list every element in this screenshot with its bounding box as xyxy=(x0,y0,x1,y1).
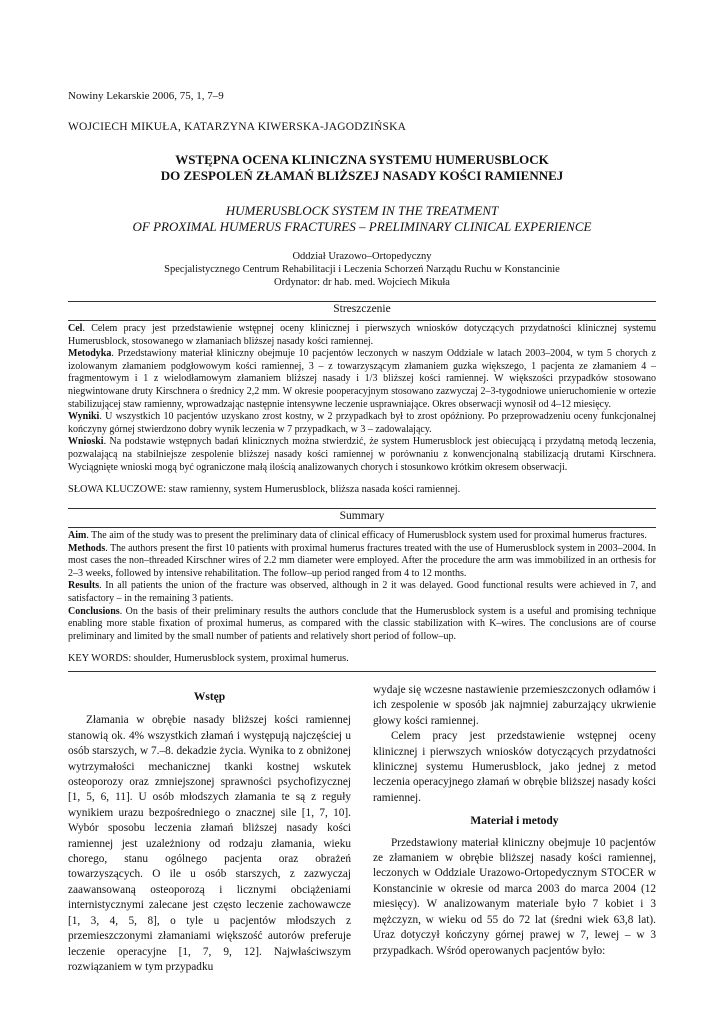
divider xyxy=(68,301,656,302)
section-label: Wnioski xyxy=(68,436,104,448)
abstract-section xyxy=(68,530,656,543)
affiliation-line: Ordynator: dr hab. med. Wojciech Mikuła xyxy=(274,277,450,288)
affiliation-line: Specjalistycznego Centrum Rehabilitacji i Leczenia Schorzeń Narządu Ruchu w Konstancinie xyxy=(164,264,560,275)
abstract-section xyxy=(68,580,656,605)
abstract-section xyxy=(68,543,656,581)
section-heading-wstep: Wstęp xyxy=(193,691,226,703)
section-label: Results xyxy=(68,580,100,592)
authors: WOJCIECH MIKUŁA, KATARZYNA KIWERSKA-JAGODZIŃSKA xyxy=(68,121,407,133)
section-text: . Celem pracy jest przedstawienie wstępnej oceny klinicznej i pierwszych wniosków dotyczących przydatności klinicznej systemu Humerusblock, stosowanego w złamaniach bliższej nasady kości ramiennej. xyxy=(68,323,656,347)
keywords-english: KEY WORDS: shoulder, Humerusblock system, proximal humerus. xyxy=(68,653,349,664)
abstract-section xyxy=(68,606,656,644)
summary-heading: Summary xyxy=(339,510,385,522)
title-pl-line: WSTĘPNA OCENA KLINICZNA SYSTEMU HUMERUSBLOCK xyxy=(175,152,549,167)
section-text: . U wszystkich 10 pacjentów uzyskano zrost kostny, w 2 przypadkach był to zrost opóźniony. Po przeprowadzeniu oceny funkcjonalnej kończyny górnej stwierdzono dobry wynik leczenia w 7 przypadkach, w 3 – zadowalający. xyxy=(68,411,656,435)
body-paragraph: Złamania w obrębie nasady bliższej kości ramiennej stanowią ok. 4% wszystkich złamań i występują najczęściej u osób starszych, w 7.–8. dekadzie życia. Wynika to z obniżonej wytrzymałości mechanicznej tkanki kostnej wskutek osteoporozy oraz zmniejszonej sprawności psychofizycznej [1, 5, 6, 11]. U osób młodszych złamania te są z reguły wynikiem urazu bezpośredniego o znacznej sile [1, 7, 10]. Wybór sposobu leczenia złamań bliższej nasady kości ramiennej jest uzależniony od rodzaju złamania, wieku chorego, stanu ogólnego pacjenta oraz obrażeń towarzyszących. O ile u osób starszych, z zazwyczaj zaawansowaną osteoporozą i licznymi obciążeniami internistycznymi zalecane jest często leczenie zachowawcze [1, 3, 4, 5, 8], o tyle u pacjentów młodszych z przemieszczonymi złamaniami większość autorów preferuje leczenie operacyjne [1, 7, 9, 12]. Najwłaściwszym rozwiązaniem w tym przypadku xyxy=(68,714,351,973)
keywords-polish: SŁOWA KLUCZOWE: staw ramienny, system Humerusblock, bliższa nasada kości ramiennej. xyxy=(68,484,461,495)
section-text: . In all patients the union of the fracture was observed, although in 2 it was delayed. Good functional results were achieved in 7, and satisfactory – in the remaining 3 patients. xyxy=(68,580,656,604)
section-text: . On the basis of their preliminary results the authors conclude that the Humerusblock system is a useful and promising technique enabling more stable fixation of proximal humerus, as compared with the classic stabilization with K–wires. The conclusions are of course preliminary and limited by the small number of patients and relatively short period of follow–up. xyxy=(68,605,656,642)
section-text: . The aim of the study was to present the preliminary data of clinical efficacy of Humerusblock system used for proximal humerus fractures. xyxy=(86,530,647,541)
streszczenie-heading: Streszczenie xyxy=(333,303,391,315)
body-paragraph: wydaje się wczesne nastawienie przemieszczonych odłamów i ich zespolenie w sposób jak najmniej zaburzający ukrwienie głowy kości ramiennej. xyxy=(373,684,656,727)
body-paragraph: Przedstawiony materiał kliniczny obejmuje 10 pacjentów ze złamaniem w obrębie bliższej nasady kości ramiennej, leczonych w Oddziale Urazowo-Ortopedycznym STOCER w Konstancinie w okresie od marca 2003 do marca 2004 (12 miesięcy). W analizowanym materiale było 7 kobiet i 3 mężczyzn, w wieku od 55 do 72 lat (średni wiek 63,8 lat). Uraz dotyczył kończyny górnej prawej w 7, lewej – w 3 przypadkach. Wśród operowanych pacjentów było: xyxy=(373,836,656,957)
title-en-line: OF PROXIMAL HUMERUS FRACTURES – PRELIMINARY CLINICAL EXPERIENCE xyxy=(132,219,592,234)
left-column xyxy=(68,690,351,975)
abstract-english xyxy=(68,530,656,643)
divider xyxy=(68,527,656,528)
section-label: Methods xyxy=(68,542,106,554)
section-label: Metodyka xyxy=(68,348,112,360)
section-text: . The authors present the first 10 patients with proximal humerus fractures treated with the use of Humerusblock system in 2003–2004. In most cases the non–threaded Kirschner wires of 2.2 mm diameter were employed. After the procedure the arm was immobilized in an orthesis for 2–3 weeks, followed by intensive rehabilitation. The follow–up period ranged from 4 to 12 months. xyxy=(68,542,656,579)
abstract-section xyxy=(68,411,656,436)
affiliation-line: Oddział Urazowo–Ortopedyczny xyxy=(292,251,432,262)
section-text: . Przedstawiony materiał kliniczny obejmuje 10 pacjentów leczonych w naszym Oddziale w latach 2003–2004, w tym 5 chorych z izolowanym złamaniem podgłowowym kości ramiennej, 3 – z towarzyszącym złamaniem guzka większego, 1 pacjenta ze złamaniem 4 – fragmentowym i 1 z wielodłamowym złamaniem bliższej nasady i 1/3 bliższej kości ramiennej. W większości przypadków stosowano niegwintowane druty Kirschnera o średnicy 2,2 mm. W okresie pooperacyjnym stosowano zazwyczaj 2–3-tygodniowe unieruchomienie w ortezie stabilizującej staw ramienny, wprowadzając następnie intensywne leczenie usprawniające. Okres obserwacji wynosił od 4–12 miesięcy. xyxy=(68,348,656,410)
divider xyxy=(68,320,656,321)
title-pl-line: DO ZESPOLEŃ ZŁAMAŃ BLIŻSZEJ NASADY KOŚCI RAMIENNEJ xyxy=(160,168,564,183)
section-text: . Na podstawie wstępnych badań klinicznych można stwierdzić, że system Humerusblock jest obiecującą i przydatną metodą leczenia, pozwalającą na stabilniejsze zespolenie bliższej nasady kości ramiennej w porównaniu z konwencjonalną stabilizacją drutami Kirschnera. Wyciągnięte wnioski mogą być ograniczone małą ilością analizowanych chorych i stosunkowo krótkim okresem obserwacji. xyxy=(68,436,656,473)
body-paragraph: Celem pracy jest przedstawienie wstępnej oceny klinicznej i pierwszych wniosków dotyczących przydatności klinicznej systemu Humerusblock, jako jednej z metod leczenia operacyjnego złamań w obrębie bliższej nasady kości ramiennej. xyxy=(373,730,656,804)
journal-reference: Nowiny Lekarskie 2006, 75, 1, 7–9 xyxy=(68,90,224,102)
right-column xyxy=(373,683,656,959)
divider xyxy=(68,508,656,509)
section-label: Aim xyxy=(68,530,87,541)
section-label: Conclusions xyxy=(68,605,120,617)
section-heading-material: Materiał i metody xyxy=(470,815,559,828)
section-label: Wyniki xyxy=(68,411,100,423)
abstract-section xyxy=(68,348,656,411)
title-en-line: HUMERUSBLOCK SYSTEM IN THE TREATMENT xyxy=(225,203,499,218)
divider xyxy=(68,671,656,672)
abstract-section xyxy=(68,323,656,348)
abstract-section xyxy=(68,436,656,474)
affiliation xyxy=(68,250,656,289)
section-label: Cel xyxy=(68,323,83,334)
title-english xyxy=(68,203,656,235)
title-polish xyxy=(68,152,656,184)
abstract-polish xyxy=(68,323,656,474)
